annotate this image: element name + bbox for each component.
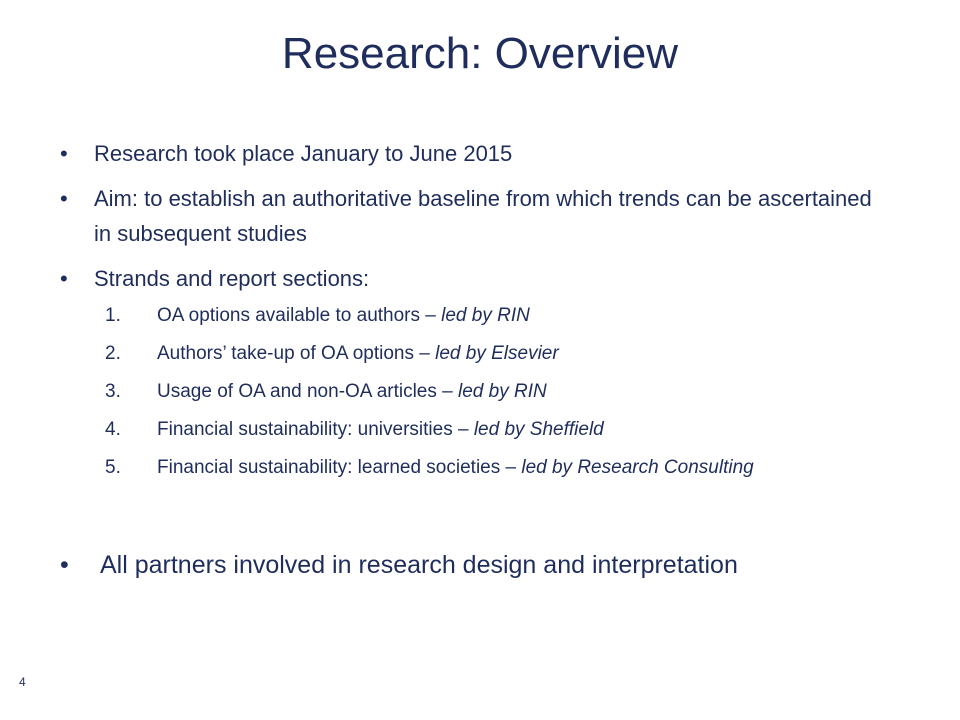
strand-text: OA options available to authors – <box>157 305 442 326</box>
strand-item <box>105 304 880 328</box>
strand-number: 1. <box>105 305 121 326</box>
bullet-marker: • <box>60 141 68 166</box>
bullet-text: Research took place January to June 2015 <box>94 141 513 166</box>
final-bullet-text: All partners involved in research design and interpretation <box>100 551 738 579</box>
slide-title: Research: Overview <box>281 29 679 78</box>
strand-item <box>105 342 880 366</box>
strand-lead: led by RIN <box>458 381 547 402</box>
bullet-item <box>60 261 880 296</box>
bullet-marker: • <box>60 186 68 211</box>
strand-text: Financial sustainability: universities – <box>157 419 474 440</box>
page-number: 4 <box>19 675 26 689</box>
strand-item <box>105 418 880 442</box>
bullet-text: Strands and report sections: <box>94 266 370 291</box>
bullet-item <box>60 181 880 251</box>
strand-lead: led by Elsevier <box>435 343 559 364</box>
bullet-item <box>60 136 880 171</box>
strand-number: 5. <box>105 457 121 478</box>
final-bullet <box>60 547 920 583</box>
bullet-text: Aim: to establish an authoritative baseline from which trends can be ascertained in subsequent studies <box>94 186 872 246</box>
strand-item <box>105 380 880 404</box>
strand-text: Usage of OA and non-OA articles – <box>157 381 459 402</box>
bullet-marker: • <box>60 551 69 579</box>
bullet-list <box>60 136 880 494</box>
strand-number: 2. <box>105 343 121 364</box>
strand-text: Financial sustainability: learned societies – <box>157 457 522 478</box>
strands-list <box>105 304 880 480</box>
bullet-marker: • <box>60 266 68 291</box>
strand-number: 3. <box>105 381 121 402</box>
strand-number: 4. <box>105 419 121 440</box>
strand-lead: led by RIN <box>441 305 530 326</box>
strand-lead: led by Sheffield <box>473 419 604 440</box>
strand-item <box>105 456 880 480</box>
strand-text: Authors’ take-up of OA options – <box>157 343 436 364</box>
strand-lead: led by Research Consulting <box>521 457 754 478</box>
